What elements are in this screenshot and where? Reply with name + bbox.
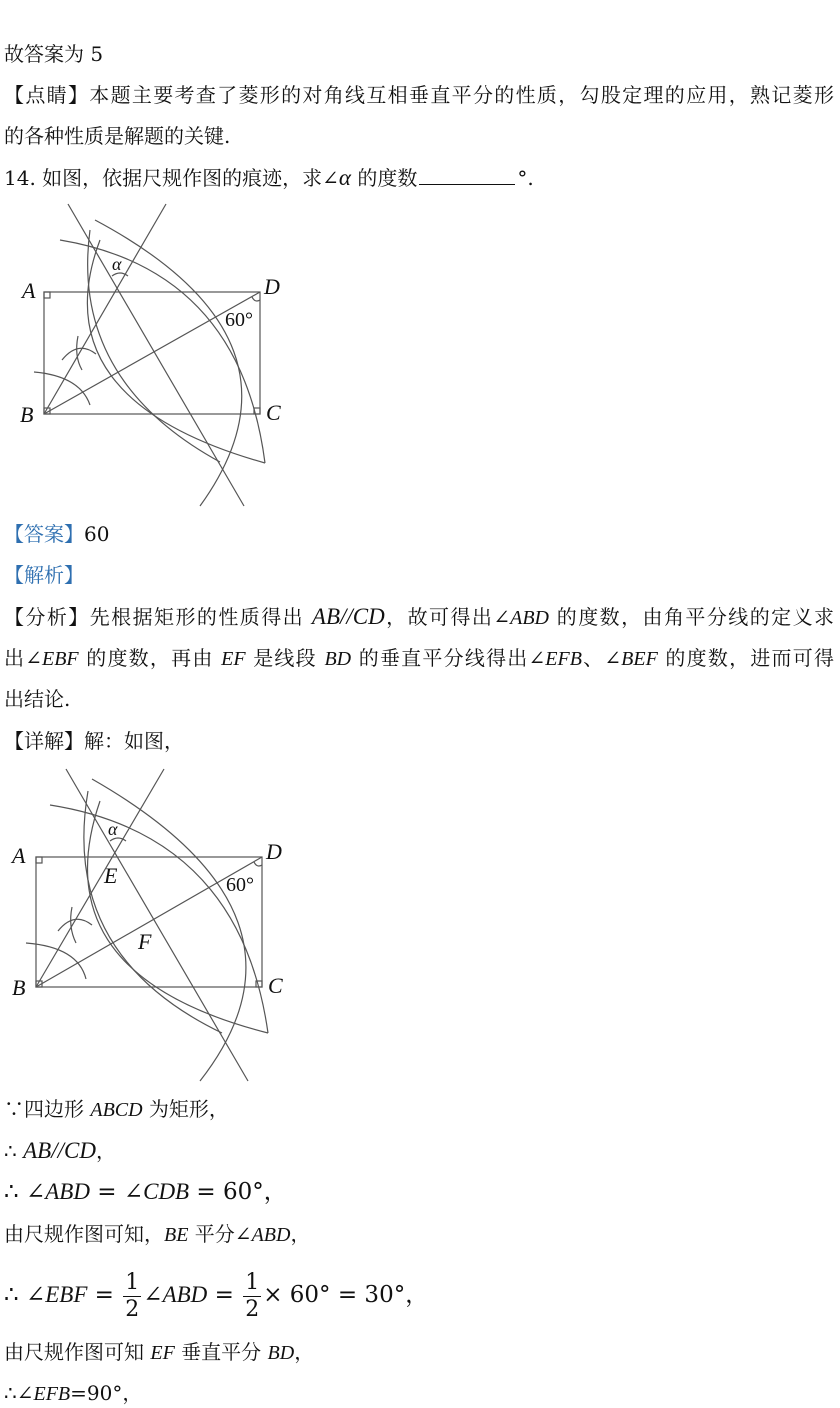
solution-step-4: 由尺规作图可知，BE 平分∠ABD， xyxy=(4,1222,311,1246)
label-b: B xyxy=(20,402,34,427)
label-e: E xyxy=(104,863,118,888)
bisector-line xyxy=(44,204,166,414)
fraction-one-half-2: $\frac{1}{2}$ xyxy=(245,1269,260,1322)
label-d: D xyxy=(264,274,280,299)
label-a: A xyxy=(22,278,36,303)
label-a: A xyxy=(12,843,26,868)
figure-1 xyxy=(0,200,300,510)
solution-step-3: ∴ ∠ABD = ∠CDB = 60°， xyxy=(4,1179,287,1205)
label-60-degrees: 60° xyxy=(225,309,253,331)
arc-mark-2 xyxy=(71,907,76,943)
label-60-degrees: 60° xyxy=(226,874,254,896)
right-angle-a xyxy=(44,292,50,298)
arc-large-left xyxy=(50,805,268,1033)
angle-arc-d xyxy=(254,862,262,866)
angle-arc-d xyxy=(252,297,260,301)
analysis-line-2: 出∠EBF 的度数，再由 EF 是线段 BD 的垂直平分线得出∠EFB、∠BEF 的度数，进而可得 xyxy=(4,646,834,670)
answer-blank xyxy=(419,166,515,185)
analysis-line-3: 出结论. xyxy=(4,687,71,711)
analysis-line-1: 【分析】先根据矩形的性质得出 AB//CD，故可得出∠ABD 的度数，由角平分线的定义求 xyxy=(4,604,835,629)
solution-step-7: ∴∠EFB=90°， xyxy=(4,1381,143,1405)
arc-from-b xyxy=(88,230,220,462)
label-c: C xyxy=(266,400,281,425)
label-f: F xyxy=(138,929,152,954)
arc-small-b xyxy=(26,943,86,979)
solution-step-2: ∴ AB//CD， xyxy=(4,1138,116,1163)
fraction-one-half-1: $\frac{1}{2}$ xyxy=(125,1269,140,1322)
answer-label-line: 【答案】60 xyxy=(4,522,110,546)
detail-label: 【详解】解：如图， xyxy=(4,729,184,753)
solution-step-1: ∵四边形 ABCD 为矩形， xyxy=(4,1097,229,1121)
solution-step-6: 由尺规作图可知 EF 垂直平分 BD， xyxy=(4,1340,315,1364)
solution-step-5: ∴ ∠EBF = $\frac{1}{2}$ ∠ABD = $\frac{1}{2}$ × 60° = 30°， xyxy=(4,1269,429,1322)
label-alpha: α xyxy=(108,819,118,839)
key-point-line-2: 的各种性质是解题的关键. xyxy=(4,124,231,148)
answer-conclusion-line: 故答案为 5 xyxy=(4,42,104,66)
key-point-line-1: 【点睛】本题主要考查了菱形的对角线互相垂直平分的性质，勾股定理的应用，熟记菱形 xyxy=(4,83,834,107)
right-angle-a xyxy=(36,857,42,863)
label-alpha: α xyxy=(112,254,122,274)
analysis-label: 【解析】 xyxy=(4,563,84,587)
label-d: D xyxy=(266,839,282,864)
arc-from-b xyxy=(84,791,222,1033)
label-c: C xyxy=(268,973,283,998)
perpendicular-bisector xyxy=(66,769,248,1081)
label-b: B xyxy=(12,975,26,1000)
figure-2 xyxy=(0,765,300,1085)
question-14: 14. 如图，依据尺规作图的痕迹，求∠α 的度数 °. xyxy=(4,165,534,190)
arc-small-b xyxy=(34,372,90,405)
